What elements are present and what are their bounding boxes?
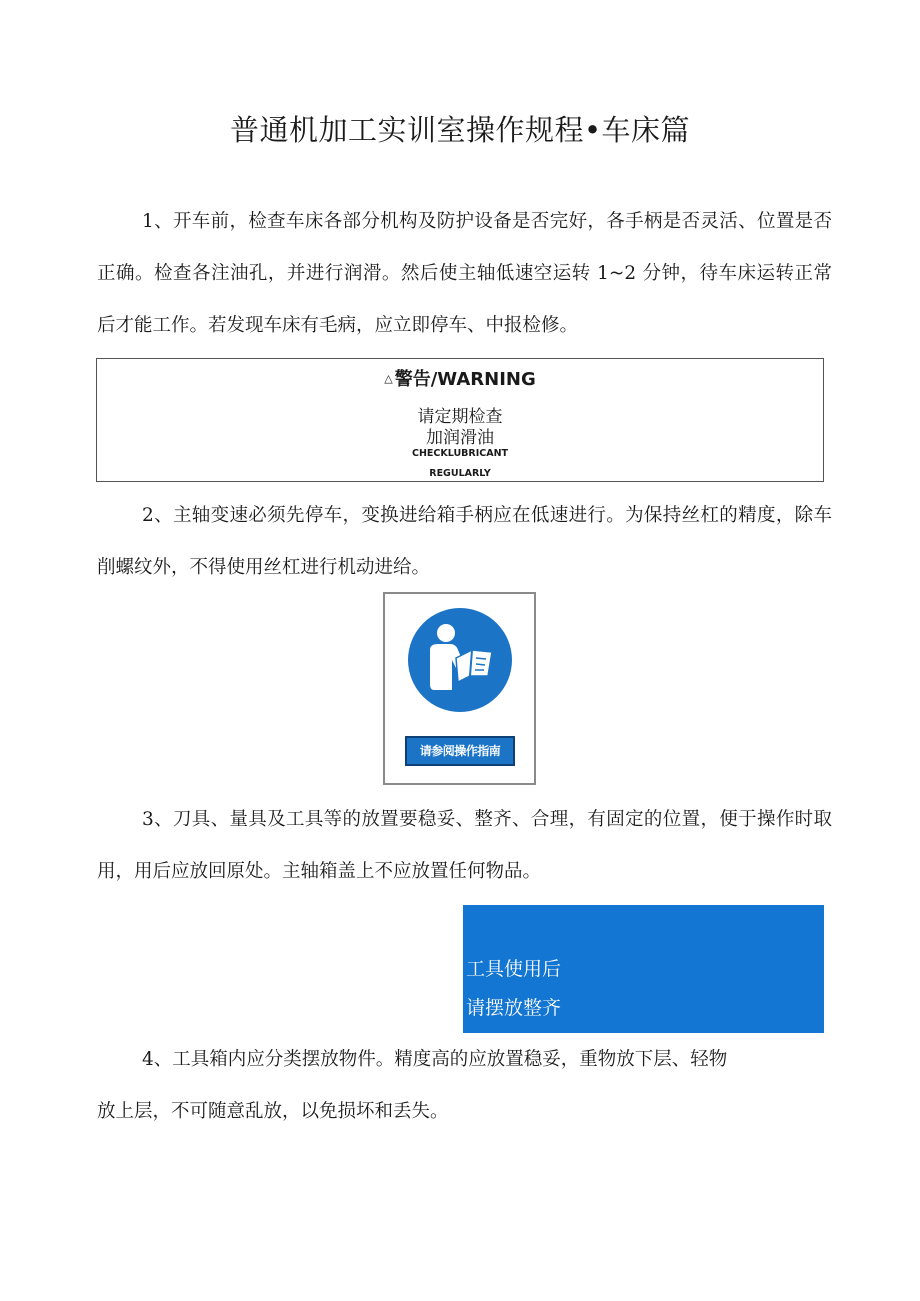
read-manual-icon: [406, 606, 514, 714]
page-title: 普通机加工实训室操作规程•车床篇: [229, 113, 691, 147]
rule-paragraph-4-line-1: 4、工具箱内应分类摆放物件。精度高的应放置稳妥，重物放下层、轻物: [142, 1049, 728, 1070]
warning-heading-text: 警告/WARNING: [394, 369, 536, 390]
tool-sign-line-2: 请摆放整齐: [466, 997, 562, 1019]
rule-paragraph-3: 3、刀具、量具及工具等的放置要稳妥、整齐、合理，有固定的位置，便于操作时取用，用后应放回原处。主轴箱盖上不应放置任何物品。: [97, 809, 832, 882]
rule-paragraph-4: [97, 1034, 797, 1138]
warning-en-line-2: REGULARLY: [429, 468, 491, 479]
rule-paragraph-4-line-2: 放上层，不可随意乱放，以免损坏和丢失。: [97, 1101, 449, 1122]
warning-en-line-1: CHECKLUBRICANT: [411, 448, 509, 459]
warning-triangle-icon: △: [384, 372, 393, 385]
read-manual-label: 请参阅操作指南: [405, 736, 515, 766]
read-manual-sign: [383, 592, 536, 785]
warning-cn-line-1: 请定期检查: [417, 407, 503, 427]
rule-paragraph-1: 1、开车前，检查车床各部分机构及防护设备是否完好，各手柄是否灵活、位置是否正确。检查各注油孔，并进行润滑。然后使主轴低速空运转 1~2 分钟，待车床运转正常后才能工作。若发现车床有毛病，应立即停车、中报检修。: [97, 211, 832, 336]
warning-heading: [97, 365, 823, 391]
tool-sign-line-1: 工具使用后: [466, 958, 562, 980]
warning-sign: [96, 358, 824, 482]
rule-paragraph-2: 2、主轴变速必须先停车，变换进给箱手柄应在低速进行。为保持丝杠的精度，除车削螺纹外，不得使用丝杠进行机动进给。: [97, 505, 832, 578]
warning-cn-line-2: 加润滑油: [426, 428, 494, 448]
tool-tidy-sign: [463, 905, 824, 1033]
